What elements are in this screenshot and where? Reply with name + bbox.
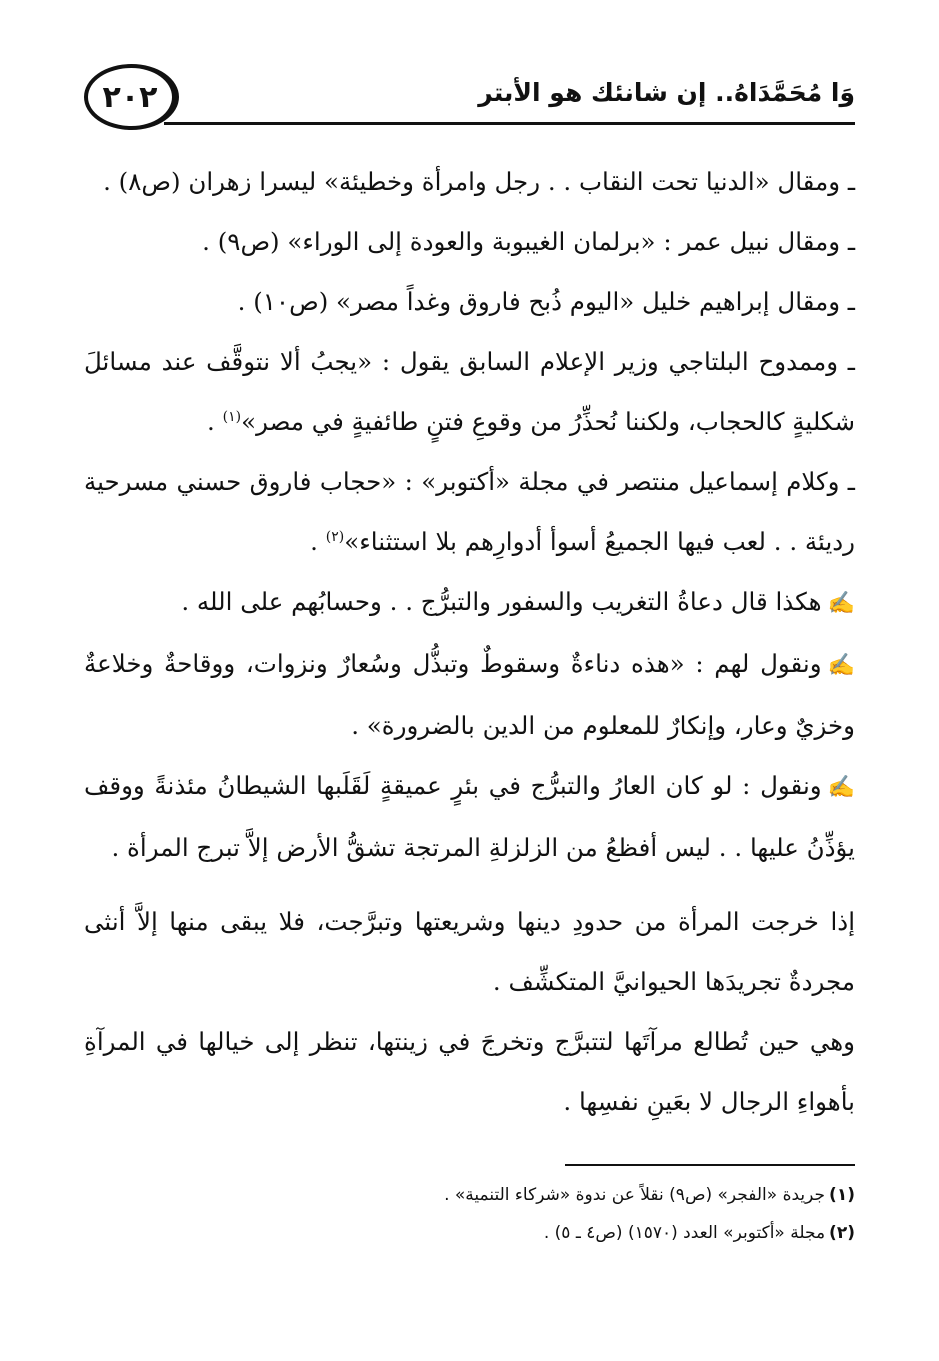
main-text [84,152,855,1132]
paragraph: ـ وكلام إسماعيل منتصر في مجلة «أكتوبر» : «حجاب فاروق حسني مسرحية رديئة . . لعب فيها الجميعُ أسوأ أدوارِهم بلا استثناء»$^{(٢)}$ . [84,467,855,556]
footnote-separator [565,1164,855,1166]
paragraph: ✍ونقول : لو كان العارُ والتبرُّج في بئرٍ عميقةٍ لَقَلَبها الشيطانُ مئذنةً ووقف يؤذِّنُ عليها . . ليس أفظعُ من الزلزلةِ المرتجة تشقُّ الأرض إلاَّ تبرج المرأة . [84,756,855,878]
pen-icon: ✍ [827,591,855,616]
page-number: ٢٠٢ [84,64,179,130]
running-title: وَا مُحَمَّدَاهُ.. إن شانئك هو الأبتر [478,78,855,107]
paragraph: وهي حين تُطالع مرآتَها لتتبرَّج وتخرجَ في زينتها، تنظر إلى خيالها في المرآةِ بأهواءِ الرجال لا بعَينِ نفسِها . [84,1027,855,1116]
pen-icon: ✍ [827,775,855,800]
page-header [84,64,855,134]
pen-icon: ✍ [827,653,855,678]
footnote: (١)جريدة «الفجر» (ص٩) نقلاً عن ندوة «شركاء التنمية» . [444,1185,855,1205]
footnote-ref: (١) [222,408,242,425]
paragraph: ـ ومقال «الدنيا تحت النقاب . . رجل وامرأة وخطيئة» ليسرا زهران (ص٨) . [103,167,855,196]
paragraph: ـ ومقال نبيل عمر : «برلمان الغيبوبة والعودة إلى الوراء» (ص٩) . [202,227,855,256]
paragraph: ـ ومقال إبراهيم خليل «اليوم ذُبح فاروق وغداً مصر» (ص١٠) . [237,287,855,316]
paragraph: إذا خرجت المرأة من حدودِ دينها وشريعتها وتبرَّجت، فلا يبقى منها إلاَّ أنثى مجردةٌ تجريدَها الحيوانيَّ المتكشِّف . [84,907,855,996]
paragraph: ✍هكذا قال دعاةُ التغريب والسفور والتبرُّج . . وحسابُهم على الله . [84,572,855,634]
paragraph: ـ وممدوح البلتاجي وزير الإعلام السابق يقول : «يجبُ ألا نتوقَّف عند مسائلَ شكليةٍ كالحجاب، ولكننا نُحذِّرُ من وقوعِ فتنٍ طائفيةٍ في مصر»$^{(١)}$ . [84,347,855,436]
header-rule [164,122,855,125]
footnotes [84,1176,855,1252]
footnote: (٢)مجلة «أكتوبر» العدد (١٥٧٠) (ص٤ ـ ٥) . [543,1223,855,1243]
footnote-ref: (٢) [325,528,345,545]
paragraph: ✍ونقول لهم : «هذه دناءةٌ وسقوطٌ وتبذُّل وسُعارٌ ونزوات، ووقاحةٌ وخلاعةٌ وخزيٌ وعار، وإنكارٌ للمعلوم من الدين بالضرورة» . [84,634,855,756]
